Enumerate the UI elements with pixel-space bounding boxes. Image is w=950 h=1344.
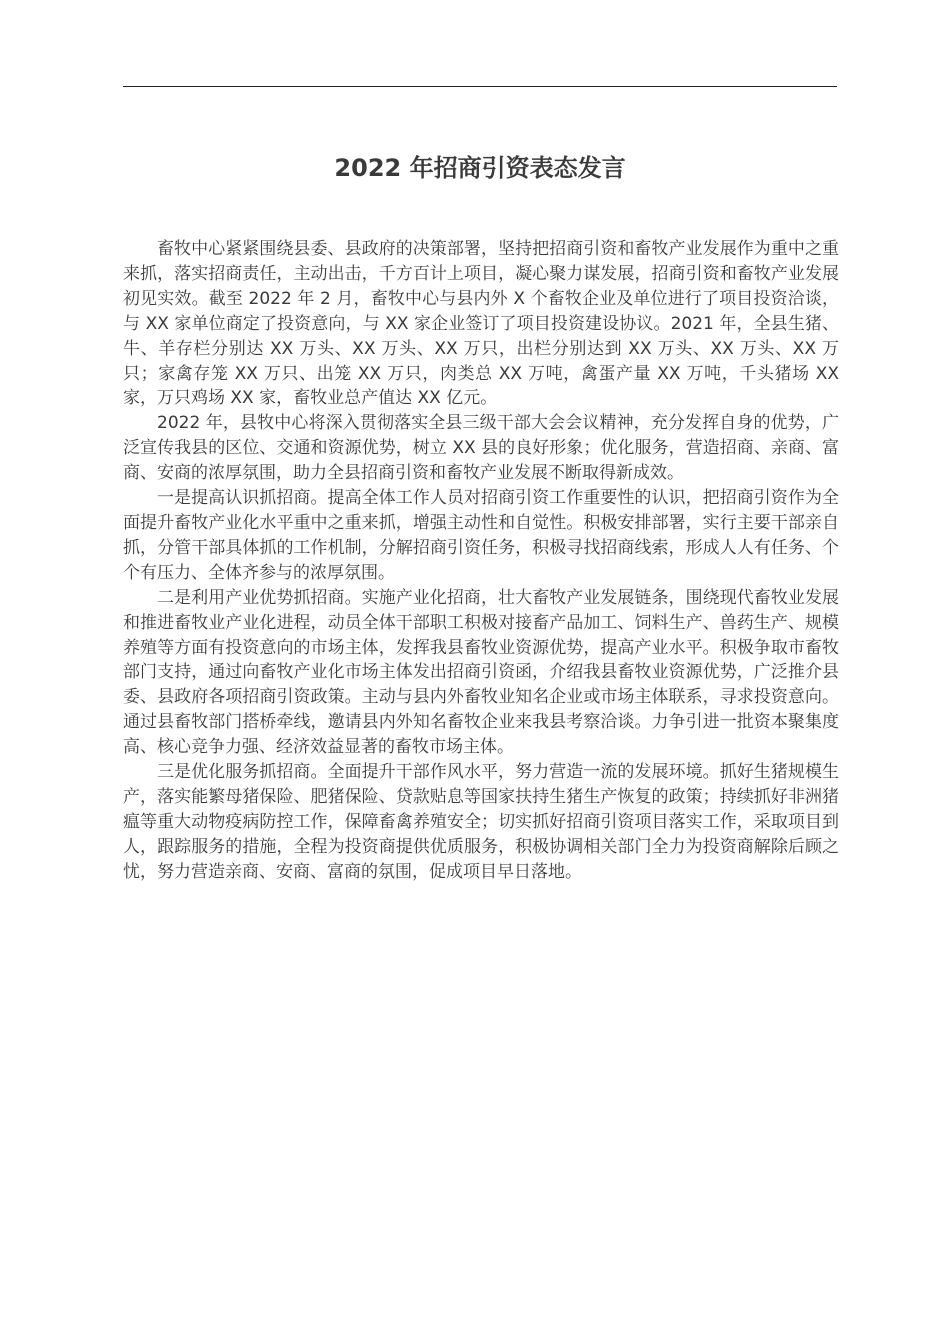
paragraph-point-three: 三是优化服务抓招商。全面提升干部作风水平，努力营造一流的发展环境。抓好生猪规模生产，落实能繁母猪保险、肥猪保险、贷款贴息等国家扶持生猪生产恢复的政策；持续抓好非洲猪瘟等重大动物疫病防控工作，保障畜禽养殖安全；切实抓好招商引资项目落实工作，采取项目到人，跟踪服务的措施，全程为投资商提供优质服务，积极协调相关部门全力为投资商解除后顾之忧，努力营造亲商、安商、富商的氛围，促成项目早日落地。 [123,762,839,882]
document-body [123,237,839,885]
header-rule [123,86,837,87]
document-title: 2022 年招商引资表态发言 [334,154,626,182]
paragraph-intro: 畜牧中心紧紧围绕县委、县政府的决策部署，坚持把招商引资和畜牧产业发展作为重中之重来抓，落实招商责任，主动出击，千方百计上项目，凝心聚力谋发展，招商引资和畜牧产业发展初见实效。截至 2022 年 2 月，畜牧中心与县内外 X 个畜牧企业及单位进行了项目投资洽谈，与 XX 家单位商定了投资意向，与 XX 家企业签订了项目投资建设协议。2021 年，全县生猪、牛、羊存栏分别达 XX 万头、XX 万头、XX 万只，出栏分别达到 XX 万头、XX 万头、XX 万只；家禽存笼 XX 万只、出笼 XX 万只，肉类总 XX 万吨，禽蛋产量 XX 万吨，千头猪场 XX 家，万只鸡场 XX 家，畜牧业总产值达 XX 亿元。 [123,239,839,409]
paragraph-plan: 2022 年，县牧中心将深入贯彻落实全县三级干部大会会议精神，充分发挥自身的优势，广泛宣传我县的区位、交通和资源优势，树立 XX 县的良好形象；优化服务，营造招商、亲商、富商、安商的浓厚氛围，助力全县招商引资和畜牧产业发展不断取得新成效。 [123,413,839,484]
paragraph-point-two: 二是利用产业优势抓招商。实施产业化招商，壮大畜牧产业发展链条，围绕现代畜牧业发展和推进畜牧业产业化进程，动员全体干部职工积极对接畜产品加工、饲料生产、兽药生产、规模养殖等方面有投资意向的市场主体，发挥我县畜牧业资源优势，提高产业水平。积极争取市畜牧部门支持，通过向畜牧产业化市场主体发出招商引资函，介绍我县畜牧业资源优势，广泛推介县委、县政府各项招商引资政策。主动与县内外畜牧业知名企业或市场主体联系，寻求投资意向。通过县畜牧部门搭桥牵线，邀请县内外知名畜牧企业来我县考察洽谈。力争引进一批资本聚集度高、核心竞争力强、经济效益显著的畜牧市场主体。 [123,587,839,758]
paragraph-point-one: 一是提高认识抓招商。提高全体工作人员对招商引资工作重要性的认识，把招商引资作为全面提升畜牧产业化水平重中之重来抓，增强主动性和自觉性。积极安排部署，实行主要干部亲自抓，分管干部具体抓的工作机制，分解招商引资任务，积极寻找招商线索，形成人人有任务、个个有压力、全体齐参与的浓厚氛围。 [123,488,839,583]
